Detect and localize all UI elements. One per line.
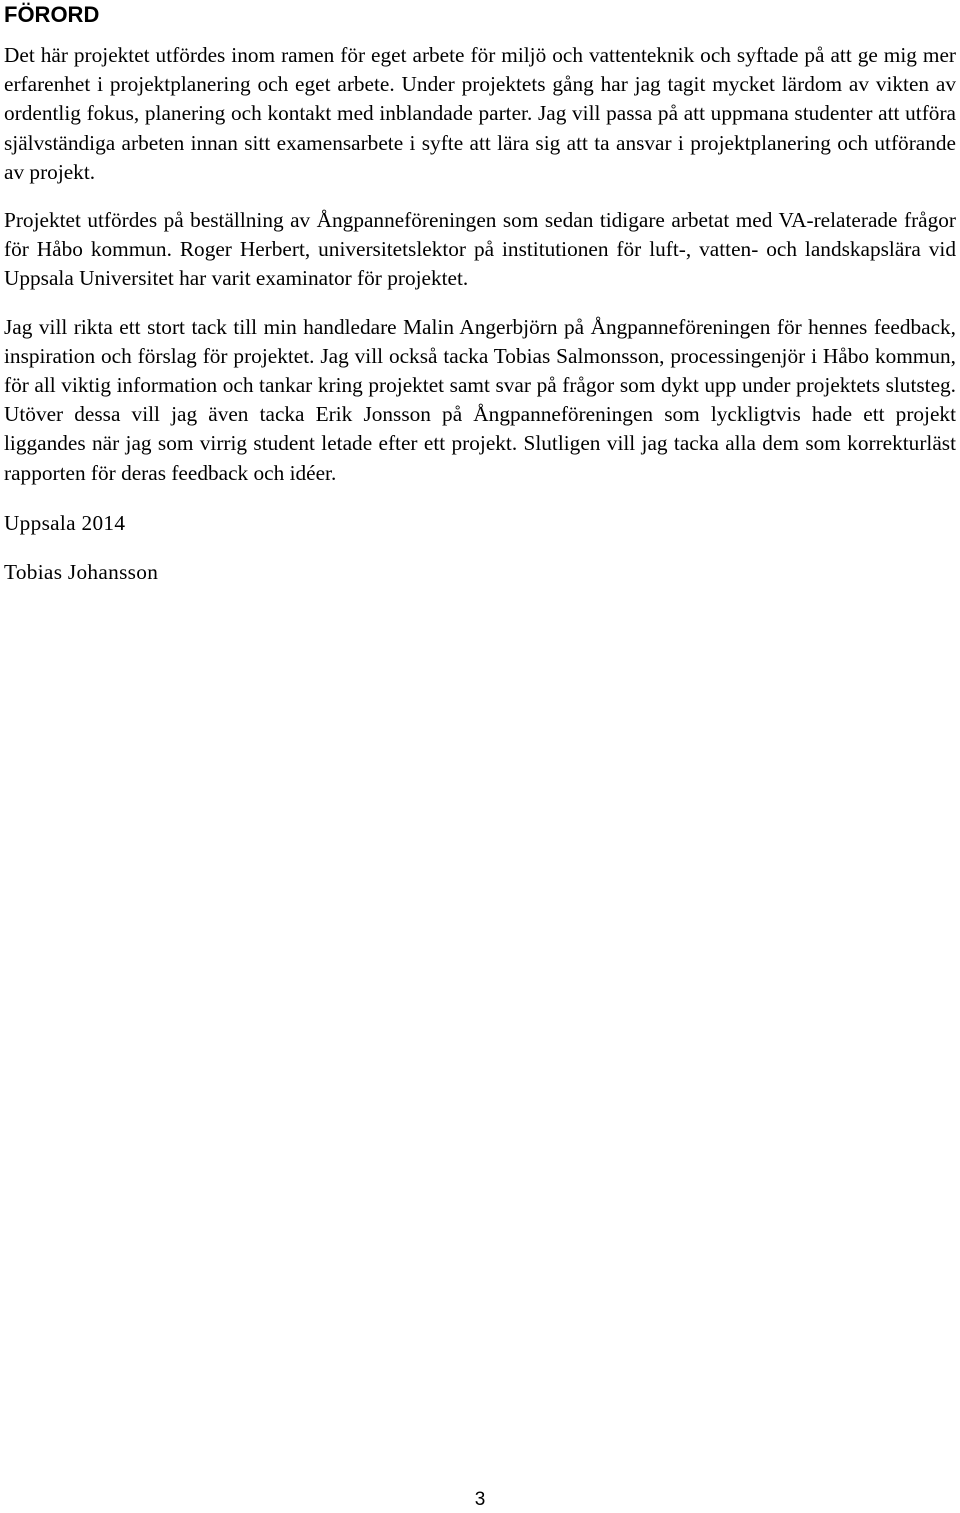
section-heading: FÖRORD (4, 2, 100, 27)
place-and-date: Uppsala 2014 (4, 510, 126, 535)
paragraph-commission: Projektet utfördes på beställning av Ångpanneföreningen som sedan tidigare arbetat med VA-relaterade frågor för Håbo kommun. Roger Herbert, universitetslektor på institutionen för luft-, vatten- och landskapslära vid Uppsala Universitet har varit examinator för projektet. (4, 208, 956, 291)
page-number: 3 (474, 1489, 486, 1510)
paragraph-acknowledgements: Jag vill rikta ett stort tack till min handledare Malin Angerbjörn på Ångpanneföreningen för hennes feedback, inspiration och förslag för projektet. Jag vill också tacka Tobias Salmonsson, processingenjör i Håbo kommun, för all viktig information och tankar kring projektet samt svar på frågor som dykt upp under projektets slutsteg. Utöver dessa vill jag även tacka Erik Jonsson på Ångpanneföreningen som lyckligtvis hade ett projekt liggandes när jag som virrig student letade efter ett projekt. Slutligen vill jag tacka alla dem som korrekturläst rapporten för deras feedback och idéer. (4, 314, 956, 485)
author-name: Tobias Johansson (4, 559, 159, 584)
paragraph-purpose: Det här projektet utfördes inom ramen för eget arbete för miljö och vattenteknik och syftade på att ge mig mer erfarenhet i projektplanering och eget arbete. Under projektets gång har jag tagit mycket lärdom av vikten av ordentlig fokus, planering och kontakt med inblandade parter. Jag vill passa på att uppmana studenter att utföra självständiga arbeten innan sitt examensarbete i syfte att lära sig att ta ansvar i projektplanering och utförande av projekt. (4, 43, 956, 184)
document-page (4, 0, 956, 587)
